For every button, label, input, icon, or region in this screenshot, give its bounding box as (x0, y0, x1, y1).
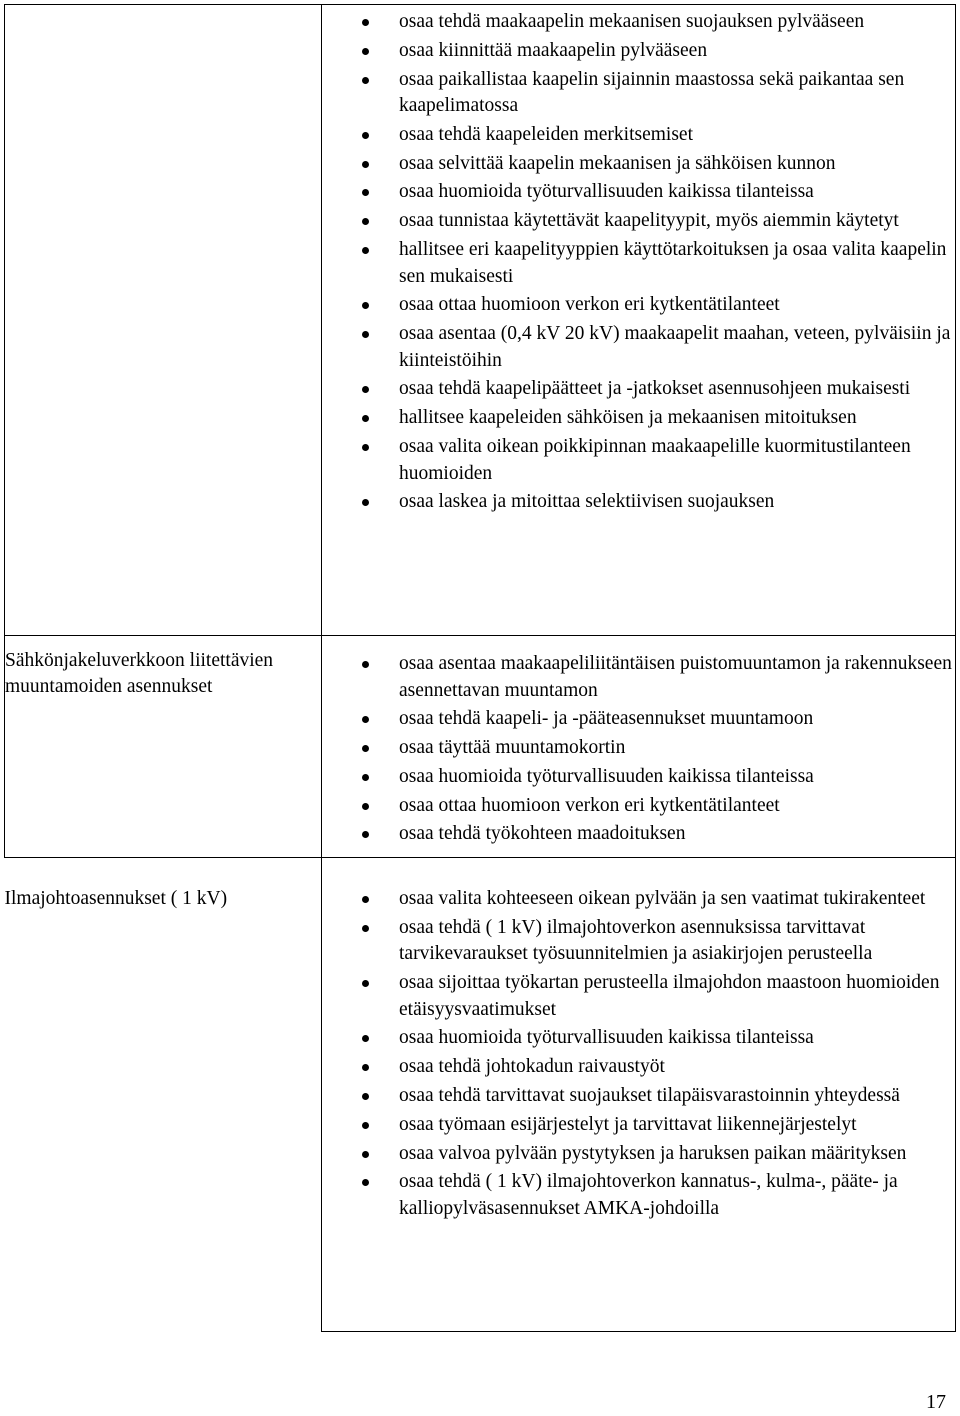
bullet-icon (362, 302, 369, 309)
bullet-icon (362, 499, 369, 506)
list-item: hallitsee eri kaapelityyppien käyttötarkoituksen ja osaa valita kaapelin sen mukaisesti (322, 237, 955, 290)
bullet-icon (362, 896, 369, 903)
list-item: osaa paikallistaa kaapelin sijainnin maastossa sekä paikantaa sen kaapelimatossa (322, 67, 955, 120)
bullet-icon (362, 661, 369, 668)
list-item: osaa valita oikean poikkipinnan maakaapelille kuormitustilanteen huomioiden (322, 434, 955, 487)
table-row (5, 5, 956, 636)
list-item: osaa huomioida työturvallisuuden kaikissa tilanteissa (322, 764, 955, 791)
bullet-icon (362, 444, 369, 451)
list-item: osaa tehdä työkohteen maadoituksen (322, 821, 955, 848)
list-item: osaa tehdä tarvittavat suojaukset tilapäisvarastoinnin yhteydessä (322, 1083, 955, 1110)
list-item: osaa kiinnittää maakaapelin pylvääseen (322, 38, 955, 65)
row-heading: Sähkönjakeluverkkoon liitettävien muuntamoiden asennukset (5, 636, 322, 858)
table-row (5, 858, 956, 1332)
list-item: osaa tehdä ( 1 kV) ilmajohtoverkon asennuksissa tarvittavat tarvikevaraukset työsuunnitelmien ja asiakirjojen perusteella (322, 915, 955, 968)
bullet-icon (362, 48, 369, 55)
list-item: osaa laskea ja mitoittaa selektiivisen suojauksen (322, 489, 955, 516)
bullet-icon (362, 716, 369, 723)
item-list (322, 651, 955, 848)
list-item: osaa asentaa maakaapeliliitäntäisen puistomuuntamon ja rakennukseen asennettavan muuntamon (322, 651, 955, 704)
competency-table (4, 4, 956, 1332)
bullet-icon (362, 386, 369, 393)
bullet-icon (362, 1122, 369, 1129)
bullet-icon (362, 1064, 369, 1071)
list-item: osaa valvoa pylvään pystytyksen ja haruksen paikan määrityksen (322, 1141, 955, 1168)
list-item: osaa työmaan esijärjestelyt ja tarvittavat liikennejärjestelyt (322, 1112, 955, 1139)
list-item: osaa huomioida työturvallisuuden kaikissa tilanteissa (322, 179, 955, 206)
item-list (322, 9, 955, 516)
row-items-cell (322, 858, 956, 1332)
bullet-icon (362, 980, 369, 987)
bullet-icon (362, 331, 369, 338)
list-item: osaa täyttää muuntamokortin (322, 735, 955, 762)
bullet-icon (362, 218, 369, 225)
list-item: osaa valita kohteeseen oikean pylvään ja sen vaatimat tukirakenteet (322, 886, 955, 913)
bullet-icon (362, 161, 369, 168)
page-number: 17 (926, 1391, 946, 1413)
list-item: osaa sijoittaa työkartan perusteella ilmajohdon maastoon huomioiden etäisyysvaatimukset (322, 970, 955, 1023)
bullet-icon (362, 415, 369, 422)
bullet-icon (362, 831, 369, 838)
row-items-cell (322, 5, 956, 636)
bullet-icon (362, 247, 369, 254)
list-item: osaa tehdä ( 1 kV) ilmajohtoverkon kannatus-, kulma-, pääte- ja kalliopylväsasennukset AMKA-johdoilla (322, 1169, 955, 1222)
list-item: osaa tehdä maakaapelin mekaanisen suojauksen pylvääseen (322, 9, 955, 36)
table-row (5, 636, 956, 858)
bullet-icon (362, 803, 369, 810)
bullet-icon (362, 1093, 369, 1100)
list-item: hallitsee kaapeleiden sähköisen ja mekaanisen mitoituksen (322, 405, 955, 432)
list-item: osaa tehdä johtokadun raivaustyöt (322, 1054, 955, 1081)
item-list (322, 886, 955, 1222)
bullet-icon (362, 77, 369, 84)
bullet-icon (362, 1035, 369, 1042)
list-item: osaa huomioida työturvallisuuden kaikissa tilanteissa (322, 1025, 955, 1052)
row-items-cell (322, 636, 956, 858)
list-item: osaa ottaa huomioon verkon eri kytkentätilanteet (322, 292, 955, 319)
list-item: osaa tehdä kaapeleiden merkitsemiset (322, 122, 955, 149)
bullet-icon (362, 774, 369, 781)
list-item: osaa ottaa huomioon verkon eri kytkentätilanteet (322, 793, 955, 820)
bullet-icon (362, 19, 369, 26)
bullet-icon (362, 189, 369, 196)
list-item: osaa asentaa (0,4 kV 20 kV) maakaapelit maahan, veteen, pylväisiin ja kiinteistöihin (322, 321, 955, 374)
list-item: osaa tunnistaa käytettävät kaapelityypit, myös aiemmin käytetyt (322, 208, 955, 235)
list-item: osaa tehdä kaapeli- ja -pääteasennukset muuntamoon (322, 706, 955, 733)
bullet-icon (362, 1179, 369, 1186)
row-heading: Ilmajohtoasennukset ( 1 kV) (5, 858, 322, 1332)
bullet-icon (362, 925, 369, 932)
list-item: osaa selvittää kaapelin mekaanisen ja sähköisen kunnon (322, 151, 955, 178)
list-item: osaa tehdä kaapelipäätteet ja -jatkokset asennusohjeen mukaisesti (322, 376, 955, 403)
bullet-icon (362, 745, 369, 752)
bullet-icon (362, 1151, 369, 1158)
row-heading (5, 5, 322, 636)
bullet-icon (362, 132, 369, 139)
